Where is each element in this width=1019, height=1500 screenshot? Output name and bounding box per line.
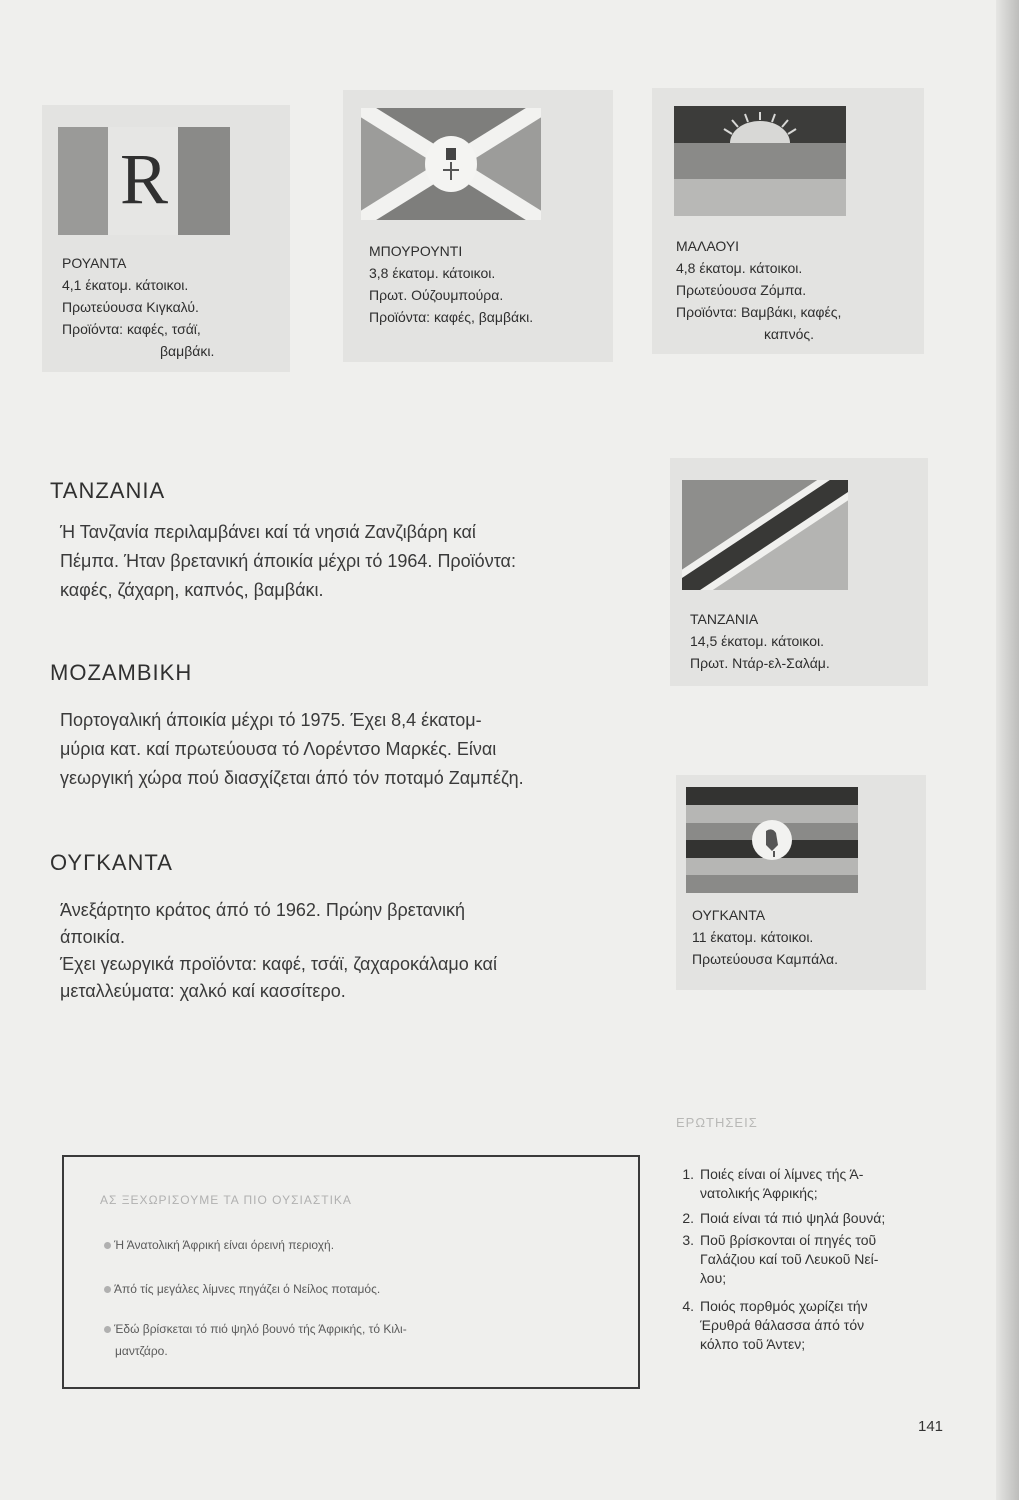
tanzania-card <box>670 458 928 686</box>
rwanda-flag-left-stripe <box>58 127 108 235</box>
rwanda-flag <box>58 127 230 235</box>
question-3 <box>676 1231 946 1291</box>
tanzania-line-1: Ή Τανζανία περιλαμβάνει καί τά νησιά Ζανζιβάρη καί <box>60 522 476 542</box>
burundi-card <box>343 90 613 362</box>
summary-bullet-3 <box>104 1322 407 1336</box>
tanzania-caption <box>690 611 830 672</box>
uganda-caption <box>692 907 838 968</box>
question-3-line-3: λου; <box>700 1270 727 1286</box>
malawi-flag-graphic <box>674 106 846 216</box>
malawi-caption <box>676 238 841 343</box>
tanzania-capital: Πρωτ. Ντάρ-ελ-Σαλάμ. <box>690 655 830 671</box>
uganda-population: 11 έκατομ. κάτοικοι. <box>692 929 814 945</box>
questions-title: ΕΡΩΤΗΣΕΙΣ <box>676 1115 758 1130</box>
malawi-products-cont: καπνός. <box>764 326 815 342</box>
summary-bullet-2-text: Άπό τίς μεγάλες λίμνες πηγάζει ό Νείλος ποταμός. <box>114 1282 381 1296</box>
rwanda-flag-letter: R <box>119 139 169 219</box>
burundi-population: 3,8 έκατομ. κάτοικοι. <box>369 265 496 281</box>
rwanda-card <box>42 105 290 372</box>
tanzania-population: 14,5 έκατομ. κάτοικοι. <box>690 633 825 649</box>
mozambique-line-1: Πορτογαλική άποικία μέχρι τό 1975. Έχει 8,4 έκατομ- <box>60 710 482 730</box>
question-4-line-2: Έρυθρά θάλασσα άπό τόν <box>700 1317 865 1333</box>
uganda-line-1: Άνεξάρτητο κράτος άπό τό 1962. Πρώην βρετανική <box>60 900 466 920</box>
tanzania-name: ΤΑΝΖΑΝΙΑ <box>690 611 759 627</box>
malawi-flag <box>674 106 846 216</box>
burundi-flag <box>361 108 541 220</box>
question-2-number: 2. <box>682 1210 694 1226</box>
rwanda-capital: Πρωτεύουσα Κιγκαλύ. <box>62 299 199 315</box>
rwanda-flag-right-stripe <box>178 127 230 235</box>
burundi-flag-graphic <box>361 108 541 220</box>
page-number: 141 <box>918 1418 944 1435</box>
summary-bullet-3-cont: μαντζάρο. <box>115 1344 168 1358</box>
rwanda-products-cont: βαμβάκι. <box>160 343 215 359</box>
uganda-paragraph <box>60 898 497 1004</box>
mozambique-paragraph <box>60 708 524 791</box>
rwanda-caption <box>62 255 214 360</box>
tanzania-line-3: καφές, ζάχαρη, καπνός, βαμβάκι. <box>60 580 324 600</box>
question-2-line-1: Ποιά είναι τά πιό ψηλά βουνά; <box>700 1210 886 1226</box>
rwanda-products: Προϊόντα: καφές, τσάϊ, <box>62 321 201 337</box>
uganda-card <box>676 775 926 990</box>
question-3-line-1: Ποῦ βρίσκονται οί πηγές τοῦ <box>700 1232 877 1248</box>
uganda-heading: ΟΥΓΚΑΝΤΑ <box>50 850 173 875</box>
uganda-capital: Πρωτεύουσα Καμπάλα. <box>692 951 838 967</box>
tanzania-flag-graphic <box>682 480 848 590</box>
uganda-line-4: μεταλλεύματα: χαλκό καί κασσίτερο. <box>60 981 346 1001</box>
question-4-number: 4. <box>682 1298 694 1314</box>
mozambique-heading: ΜΟΖΑΜΒΙΚΗ <box>50 660 193 685</box>
question-1-line-2: νατολικής Άφρικής; <box>700 1185 818 1201</box>
uganda-flag-graphic <box>686 787 858 893</box>
malawi-population: 4,8 έκατομ. κάτοικοι. <box>676 260 803 276</box>
tanzania-paragraph <box>60 520 516 603</box>
uganda-line-2: άποικία. <box>60 927 125 947</box>
bullet-dot-icon <box>104 1286 111 1293</box>
summary-bullet-1-text: Ή Άνατολική Άφρική είναι όρεινή περιοχή. <box>114 1238 335 1252</box>
question-1-number: 1. <box>682 1166 694 1182</box>
tanzania-flag <box>682 480 848 590</box>
tanzania-line-2: Πέμπα. Ήταν βρετανική άποικία μέχρι τό 1964. Προϊόντα: <box>60 551 516 571</box>
question-4 <box>676 1297 946 1357</box>
question-2 <box>676 1209 946 1229</box>
mozambique-line-3: γεωργική χώρα πού διασχίζεται άπό τόν ποταμό Ζαμπέζη. <box>60 768 524 788</box>
rwanda-name: ΡΟΥΑΝΤΑ <box>62 255 127 271</box>
question-3-line-2: Γαλάζιου καί τοῦ Λευκοῦ Νεί- <box>700 1251 879 1267</box>
malawi-card <box>652 88 924 354</box>
burundi-capital: Πρωτ. Ούζουμπούρα. <box>369 287 504 303</box>
question-4-line-1: Ποιός πορθμός χωρίζει τήν <box>700 1298 868 1314</box>
uganda-line-3: Έχει γεωργικά προϊόντα: καφέ, τσάϊ, ζαχαροκάλαμο καί <box>60 954 497 974</box>
question-4-line-3: κόλπο τοῦ Άντεν; <box>700 1336 806 1352</box>
uganda-flag <box>686 787 858 893</box>
burundi-caption <box>369 243 533 326</box>
uganda-name: ΟΥΓΚΑΝΤΑ <box>692 907 766 923</box>
summary-bullet-3-text: Έδώ βρίσκεται τό πιό ψηλό βουνό τής Άφρικής, τό Κιλι- <box>114 1322 407 1336</box>
question-1 <box>676 1165 946 1205</box>
tanzania-heading: ΤΑΝΖΑΝΙΑ <box>50 478 166 503</box>
summary-title: ΑΣ ΞΕΧΩΡΙΣΟΥΜΕ ΤΑ ΠΙΟ ΟΥΣΙΑΣΤΙΚΑ <box>100 1193 352 1207</box>
bullet-dot-icon <box>104 1326 111 1333</box>
malawi-capital: Πρωτεύουσα Ζόμπα. <box>676 282 807 298</box>
malawi-products: Προϊόντα: Βαμβάκι, καφές, <box>676 304 842 320</box>
page-edge-shadow <box>996 0 1019 1500</box>
burundi-name: ΜΠΟΥΡΟΥΝΤΙ <box>369 243 463 259</box>
summary-bullet-1 <box>104 1238 334 1252</box>
bullet-dot-icon <box>104 1242 111 1249</box>
question-1-line-1: Ποιές είναι οί λίμνες τής Ά- <box>700 1166 864 1182</box>
malawi-name: ΜΑΛΑΟΥΙ <box>676 238 740 254</box>
rwanda-population: 4,1 έκατομ. κάτοικοι. <box>62 277 189 293</box>
question-3-number: 3. <box>682 1232 694 1248</box>
burundi-products: Προϊόντα: καφές, βαμβάκι. <box>369 309 534 325</box>
summary-bullet-2 <box>104 1282 380 1296</box>
mozambique-line-2: μύρια κατ. καί πρωτεύουσα τό Λορέντσο Μαρκές. Είναι <box>60 739 497 759</box>
